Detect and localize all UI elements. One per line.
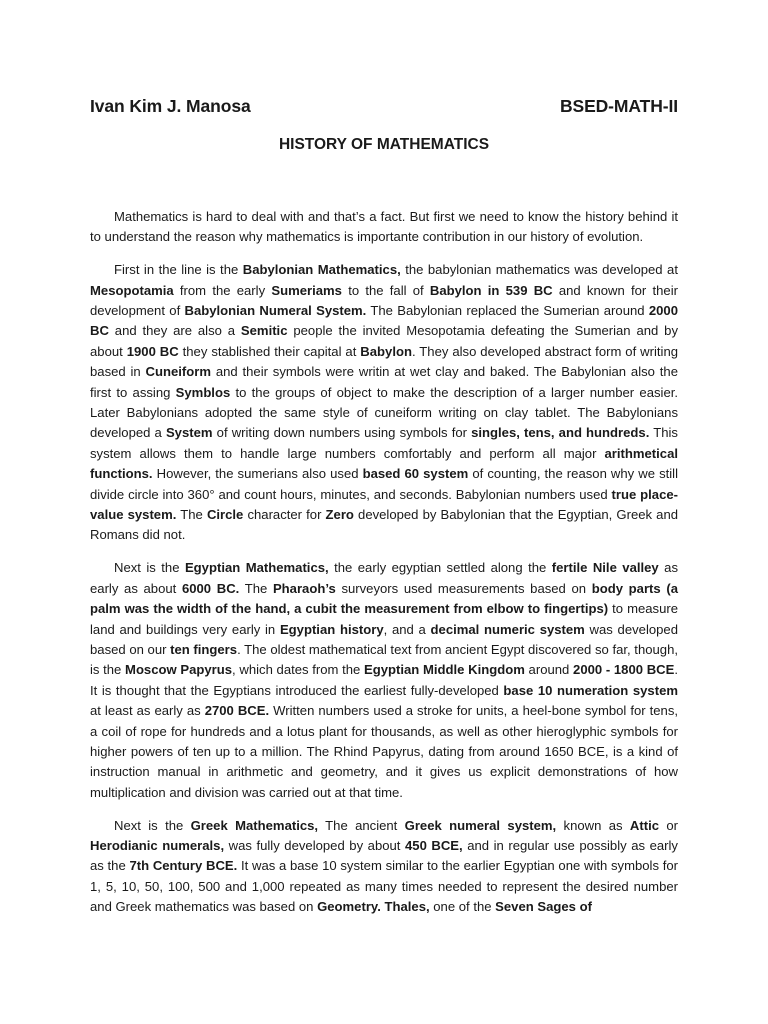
text-run: , which dates from the [232, 662, 365, 678]
bold-term: base 10 numeration system [503, 682, 678, 698]
bold-term: Thales, [384, 899, 430, 915]
bold-term: Moscow Papyrus [125, 662, 233, 678]
text-run: and they are also a [108, 323, 241, 339]
bold-term: decimal numeric system [430, 621, 585, 637]
text-run: was developed based on our [90, 621, 678, 657]
bold-term: arithmetical functions. [90, 445, 678, 482]
text-run: Next is the [114, 560, 185, 576]
bold-term: Seven Sages of [495, 899, 592, 915]
bold-term: 2000 - 1800 BCE [573, 662, 675, 678]
text-run: The [239, 580, 273, 596]
text-run: one of the [429, 899, 496, 915]
text-run: It was a base 10 system similar to the earlier Egyptian one with symbols for 1, 5, 10, 50, 100, 500 and 1,000 repeated as many times needed to represent the desired number and Greek mathematics was based on [90, 858, 678, 915]
bold-term: fertile Nile valley [551, 560, 659, 576]
bold-term: 2700 BCE. [204, 703, 270, 719]
bold-term: Circle [206, 507, 244, 523]
course-code: BSED-MATH-II [559, 96, 678, 116]
text-run: and in regular use possibly as early as the [90, 837, 678, 874]
text-run: The Babylonian replaced the Sumerian around [366, 303, 649, 319]
text-run: around [524, 662, 574, 678]
bold-term: singles, tens, and hundreds. [471, 425, 650, 441]
text-run: character for [243, 507, 326, 523]
bold-term: Egyptian history [279, 621, 384, 637]
text-run: However, the sumerians also used [152, 466, 363, 482]
text-run: to the fall of [341, 282, 430, 298]
bold-term: ten fingers [170, 641, 238, 657]
text-run: to measure land and buildings very early in [90, 601, 679, 637]
text-run: surveyors used measurements based on [335, 580, 592, 596]
text-run: as early as about [90, 560, 679, 596]
text-run: . They also developed abstract form of writing based in [90, 343, 679, 380]
bold-term: Babylon [360, 343, 412, 359]
text-run: people the invited Mesopotamia defeating the Sumerian and by about [90, 323, 678, 359]
bold-term: Sumeriams [271, 282, 342, 298]
bold-term: Attic [629, 817, 660, 833]
text-run: developed by Babylonian that the Egyptian, Greek and Romans did not. [90, 507, 679, 543]
paragraph-babylonian [90, 260, 678, 546]
bold-term: 450 BCE, [405, 837, 463, 853]
bold-term: 7th Century BCE. [129, 858, 238, 874]
text-run: of writing down numbers using symbols for [212, 425, 472, 441]
text-run: the babylonian mathematics was developed at [400, 262, 678, 278]
text-run: First in the line is the [114, 262, 243, 278]
bold-term: based 60 system [362, 466, 469, 482]
text-run: Mathematics is hard to deal with and that’s a fact. But first we need to know the history behind it to understand the reason why mathematics is importante contribution in our history of evolution. [90, 209, 678, 245]
bold-term: Egyptian Middle Kingdom [364, 662, 525, 678]
bold-term: 1900 BC [126, 343, 179, 359]
text-run: and their symbols were writin at wet clay and baked. The Babylonian also the first to assing [90, 364, 678, 400]
text-run: from the early [173, 282, 272, 298]
paragraph-egyptian [90, 558, 678, 803]
bold-term: Semitic [240, 323, 288, 339]
bold-term: Babylonian Mathematics, [242, 262, 401, 278]
bold-term: Greek Mathematics, [190, 817, 319, 833]
text-run: . The oldest mathematical text from ancient Egypt discovered so far, though, is the [90, 641, 678, 678]
bold-term: Egyptian Mathematics, [184, 560, 329, 576]
bold-term: Geometry. [317, 899, 381, 915]
document-title: HISTORY OF MATHEMATICS [278, 136, 490, 153]
bold-term: Greek numeral system, [404, 817, 557, 833]
document-body [90, 207, 678, 930]
bold-term: Mesopotamia [90, 282, 174, 298]
bold-term: body parts (a palm was the width of the hand, a cubit the measurement from elbow to fingertips) [90, 580, 678, 617]
text-run: they stablished their capital at [178, 343, 361, 359]
bold-term: Symblos [175, 384, 231, 400]
text-run: Written numbers used a stroke for units, a heel-bone symbol for tens, a coil of rope for hundreds and a lotus plant for thousands, as well as other hieroglyphic symbols for higher powers of ten up to a million. The Rhind Papyrus, dating from around 1650 BCE, is a kind of instruction manual in arithmetic and geometry, and it gives us explicit demonstrations of how multiplication and division was carried out at that time. [90, 703, 679, 800]
bold-term: Pharaoh’s [272, 580, 336, 596]
document-header [90, 96, 678, 122]
bold-term: Cuneiform [145, 364, 211, 380]
bold-term: Herodianic numerals, [90, 837, 225, 853]
bold-term: 2000 BC [90, 303, 678, 339]
text-run: at least as early as [90, 703, 205, 719]
paragraph-intro [90, 207, 678, 248]
text-run: This system allows them to handle large numbers comfortably and perform all major [90, 425, 678, 461]
bold-term: System [165, 425, 213, 441]
text-run: was fully developed by about [224, 837, 405, 853]
text-run: The [176, 507, 207, 523]
bold-term: true place-value system. [90, 486, 679, 523]
text-run: the early egyptian settled along the [328, 560, 552, 576]
bold-term: Babylon in 539 BC [429, 282, 553, 298]
text-run: Next is the [114, 817, 191, 833]
text-run: known as [556, 817, 630, 833]
text-run: . It is thought that the Egyptians introduced the earliest fully-developed [90, 662, 678, 698]
author-name: Ivan Kim J. Manosa [90, 96, 251, 116]
text-run: or [659, 817, 679, 833]
bold-term: 6000 BC. [181, 580, 240, 596]
text-run: of counting, the reason why we still divide circle into 360° and count hours, minutes, and seconds. Babylonian numbers used [90, 466, 678, 502]
text-run: to the groups of object to make the description of a larger number easier. Later Babylonians adopted the same style of cuneiform writing on clay tablet. The Babylonians developed a [90, 384, 679, 441]
paragraph-greek [90, 816, 678, 918]
text-run: The ancient [318, 817, 405, 833]
text-run: and known for their development of [90, 282, 678, 319]
text-run: , and a [383, 621, 431, 637]
bold-term: Zero [325, 507, 354, 523]
bold-term: Babylonian Numeral System. [184, 303, 367, 319]
